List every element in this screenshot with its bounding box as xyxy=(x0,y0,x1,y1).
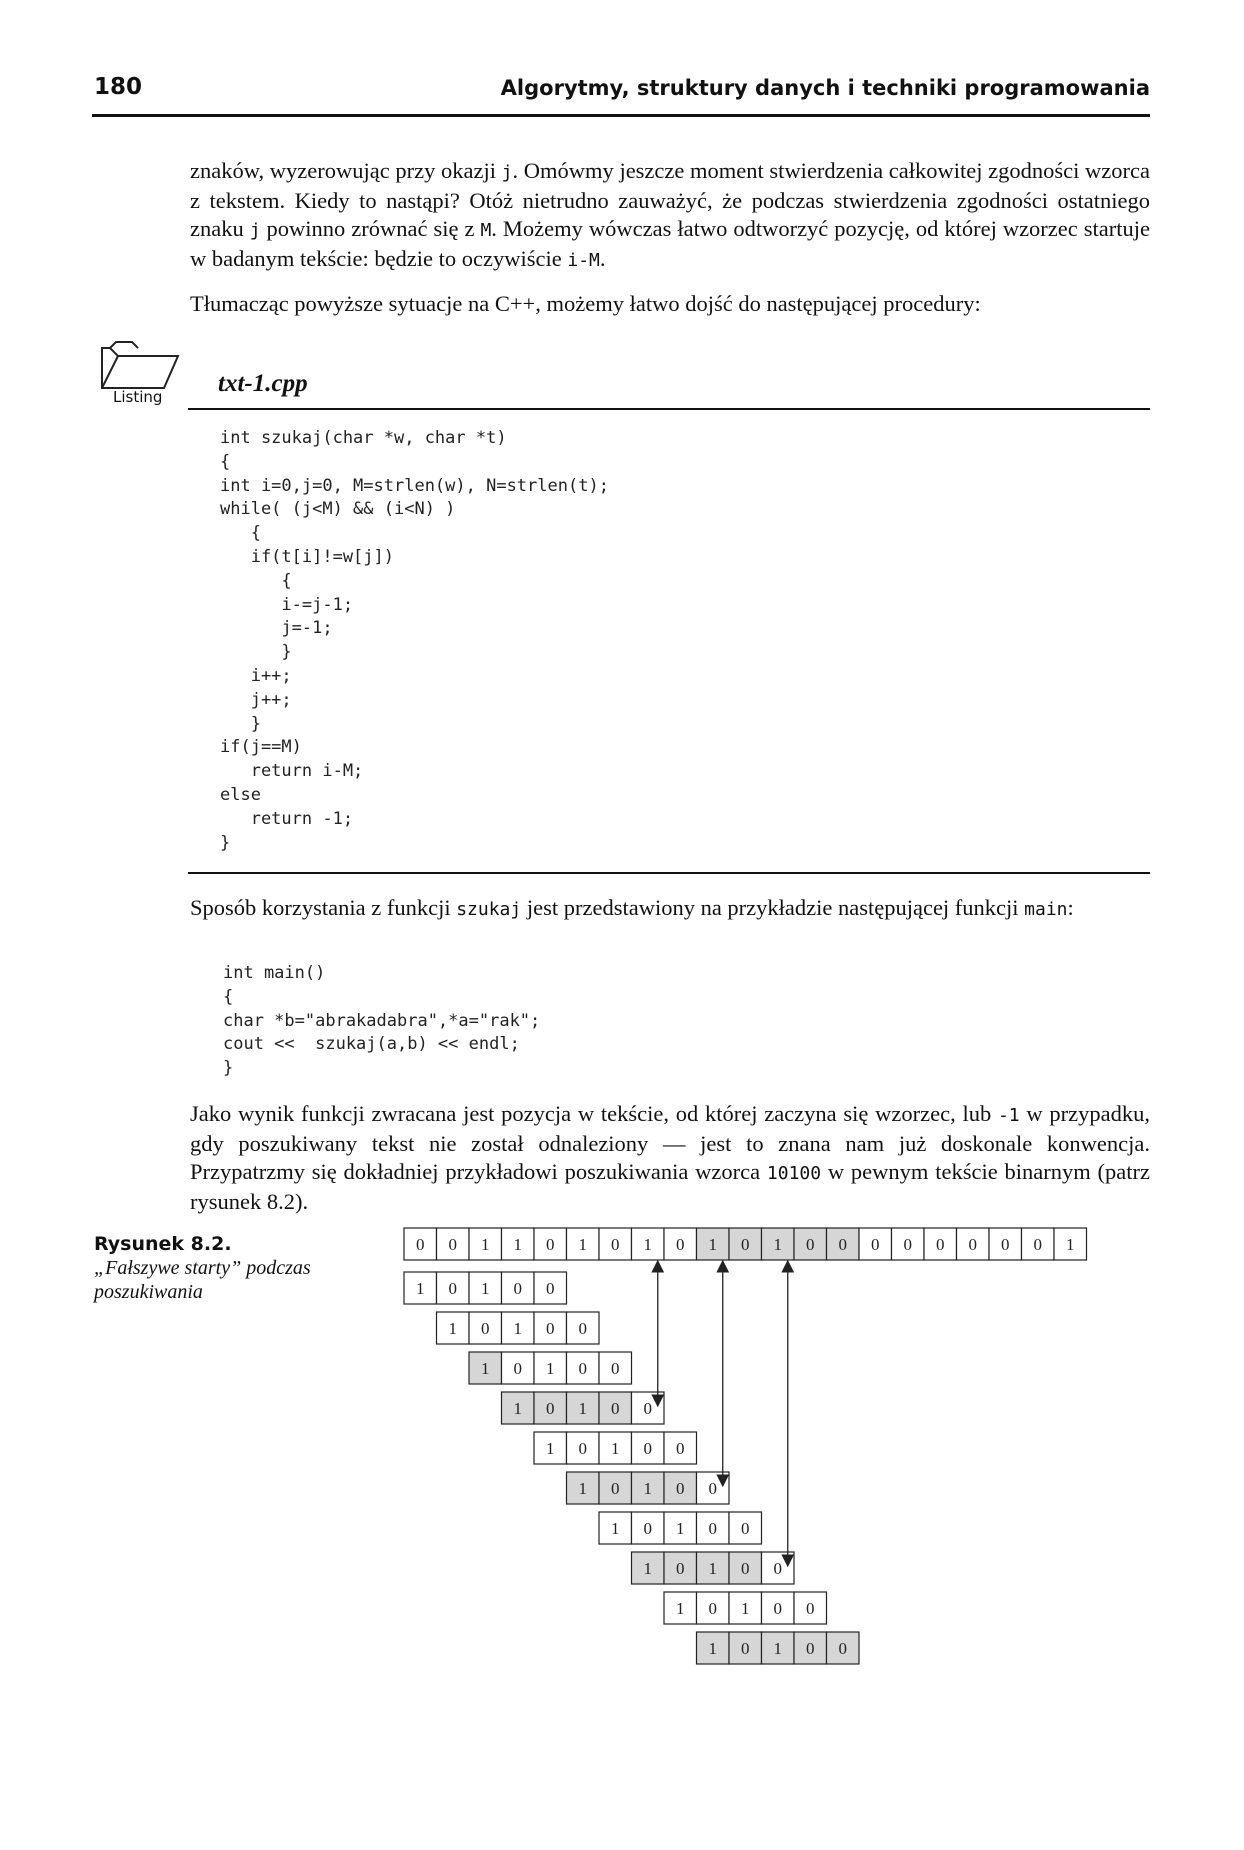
inline-code: main xyxy=(1024,899,1068,920)
pattern-cell-value: 1 xyxy=(513,1399,522,1418)
pattern-cell-value: 0 xyxy=(741,1639,750,1658)
pattern-cell-value: 1 xyxy=(676,1599,685,1618)
text-run: w przypadku, gdy poszukiwany tekst nie został odnaleziony — jest to znana nam już doskonale konwencja. Przypatrzmy się dokładniej przykładowi poszukiwania wzorca xyxy=(190,1101,1151,1184)
running-header xyxy=(92,74,1150,117)
inline-code: -1 xyxy=(997,1105,1020,1126)
pattern-cell-value: 1 xyxy=(578,1479,587,1498)
pattern-cell-value: 0 xyxy=(578,1359,587,1378)
page-number: 180 xyxy=(94,74,143,100)
text-cell-value: 0 xyxy=(871,1235,880,1254)
paragraph-result xyxy=(190,1100,1150,1216)
book-title: Algorytmy, struktury danych i techniki programowania xyxy=(500,76,1150,100)
pattern-cell-value: 0 xyxy=(611,1359,620,1378)
text-run: znaków, wyzerowując przy okazji xyxy=(190,158,502,183)
inline-code: j xyxy=(249,220,261,241)
pattern-cell-value: 0 xyxy=(643,1519,652,1538)
paragraph-usage xyxy=(190,894,1150,924)
pattern-cell-value: 1 xyxy=(481,1359,490,1378)
pattern-cell-value: 0 xyxy=(611,1479,620,1498)
pattern-cell-value: 1 xyxy=(416,1279,425,1298)
pattern-cell-value: 1 xyxy=(546,1439,555,1458)
text-cell-value: 1 xyxy=(513,1235,522,1254)
pattern-cell-value: 1 xyxy=(708,1559,717,1578)
text-cell-value: 0 xyxy=(936,1235,945,1254)
text-cell-value: 1 xyxy=(708,1235,717,1254)
text-cell-value: 0 xyxy=(416,1235,425,1254)
figure-caption xyxy=(94,1232,314,1304)
pattern-cell-value: 0 xyxy=(578,1319,587,1338)
text-cell-value: 1 xyxy=(481,1235,490,1254)
inline-code: i-M xyxy=(567,250,600,271)
pattern-cell-value: 0 xyxy=(546,1399,555,1418)
text-run: Jako wynik funkcji zwracana jest pozycja w tekście, od której zaczyna się wzorzec, lub xyxy=(190,1101,998,1126)
pattern-cell-value: 1 xyxy=(513,1319,522,1338)
pattern-cell-value: 0 xyxy=(838,1639,847,1658)
pattern-cell-value: 0 xyxy=(708,1599,717,1618)
text-cell-value: 1 xyxy=(1066,1235,1075,1254)
pattern-cell-value: 0 xyxy=(708,1519,717,1538)
pattern-cell-value: 0 xyxy=(513,1359,522,1378)
diagram-canvas xyxy=(400,1226,1100,1716)
text-cell-value: 0 xyxy=(1033,1235,1042,1254)
figure-caption-text: „Fałszywe starty” podczas poszukiwania xyxy=(94,1257,311,1303)
pattern-cell-value: 0 xyxy=(773,1559,782,1578)
text-run: . Omówmy jeszcze moment stwierdzenia całkowitej zgodności wzorca z tekstem. Kiedy to nastąpi? Otóż nietrudno zauważyć, że podczas stwierdzenia zgodności ostatniego znaku xyxy=(190,158,1150,241)
pattern-cell-value: 0 xyxy=(806,1599,815,1618)
paragraph-lead-in: Tłumacząc powyższe sytuacje na C++, możemy łatwo dojść do następującej procedury: xyxy=(190,291,981,316)
pattern-cell-value: 1 xyxy=(676,1519,685,1538)
pattern-cell-value: 1 xyxy=(773,1639,782,1658)
paragraph-intro xyxy=(190,157,1150,275)
pattern-cell-value: 0 xyxy=(708,1479,717,1498)
pattern-cell-value: 0 xyxy=(546,1319,555,1338)
text-cell-value: 0 xyxy=(676,1235,685,1254)
text-run: . xyxy=(599,246,606,271)
text-cell-value: 1 xyxy=(643,1235,652,1254)
text-cell-value: 0 xyxy=(838,1235,847,1254)
listing-label: Listing xyxy=(113,388,163,406)
listing-top-rule xyxy=(188,408,1150,410)
inline-code: szukaj xyxy=(456,899,522,920)
text-cell-value: 1 xyxy=(578,1235,587,1254)
inline-code: M xyxy=(480,220,492,241)
text-cell-value: 0 xyxy=(903,1235,912,1254)
listing-title: txt-1.cpp xyxy=(218,370,308,397)
figure-label: Rysunek 8.2. xyxy=(94,1233,232,1255)
text-cell-value: 0 xyxy=(546,1235,555,1254)
text-cell-value: 0 xyxy=(448,1235,457,1254)
pattern-cell-value: 0 xyxy=(448,1279,457,1298)
pattern-cell-value: 0 xyxy=(676,1479,685,1498)
text-run: powinno zrównać się z xyxy=(260,216,481,241)
text-cell-value: 0 xyxy=(968,1235,977,1254)
pattern-cell-value: 1 xyxy=(481,1279,490,1298)
inline-code: j xyxy=(501,162,513,183)
text-run: jest przedstawiony na przykładzie następującej funkcji xyxy=(521,895,1025,920)
pattern-cell-value: 0 xyxy=(741,1519,750,1538)
text-run: . Możemy wówczas łatwo odtworzyć pozycję, od której wzorzec startuje w badanym tekście: będzie to oczywiście xyxy=(190,216,1150,271)
text-run: Sposób korzystania z funkcji xyxy=(190,895,457,920)
code-listing-szukaj: int szukaj(char *w, char *t) { int i=0,j=0, M=strlen(w), N=strlen(t); while( (j<M) && (i<N) ) { if(t[i]!=w[j]) { i-=j-1; j=-1; } i++; j++; } if(j==M) return i-M; else return -1; } xyxy=(220,428,609,853)
pattern-cell-value: 0 xyxy=(513,1279,522,1298)
pattern-cell-value: 1 xyxy=(708,1639,717,1658)
pattern-cell-value: 0 xyxy=(643,1399,652,1418)
pattern-cell-value: 0 xyxy=(643,1439,652,1458)
pattern-cell-value: 1 xyxy=(643,1479,652,1498)
text-cell-value: 0 xyxy=(1001,1235,1010,1254)
text-cell-value: 0 xyxy=(741,1235,750,1254)
text-cell-value: 0 xyxy=(806,1235,815,1254)
pattern-cell-value: 1 xyxy=(741,1599,750,1618)
pattern-cell-value: 1 xyxy=(448,1319,457,1338)
pattern-cell-value: 0 xyxy=(546,1279,555,1298)
listing-bottom-rule xyxy=(188,872,1150,874)
text-cell-value: 0 xyxy=(611,1235,620,1254)
pattern-cell-value: 0 xyxy=(773,1599,782,1618)
pattern-cell-value: 0 xyxy=(611,1399,620,1418)
pattern-cell-value: 0 xyxy=(481,1319,490,1338)
pattern-cell-value: 0 xyxy=(578,1439,587,1458)
text-run: : xyxy=(1067,895,1074,920)
text-run: w pewnym tekście binarnym (patrz rysunek 8.2). xyxy=(190,1159,1150,1214)
pattern-cell-value: 1 xyxy=(578,1399,587,1418)
pattern-cell-value: 1 xyxy=(546,1359,555,1378)
false-starts-diagram xyxy=(400,1226,1100,1716)
pattern-cell-value: 1 xyxy=(611,1519,620,1538)
code-main: int main() { char *b="abrakadabra",*a="rak"; cout << szukaj(a,b) << endl; } xyxy=(223,963,541,1079)
pattern-cell-value: 0 xyxy=(806,1639,815,1658)
text-cell-value: 1 xyxy=(773,1235,782,1254)
inline-code: 10100 xyxy=(766,1163,822,1184)
pattern-cell-value: 0 xyxy=(741,1559,750,1578)
pattern-cell-value: 1 xyxy=(611,1439,620,1458)
pattern-cell-value: 0 xyxy=(676,1559,685,1578)
pattern-cell-value: 0 xyxy=(676,1439,685,1458)
pattern-cell-value: 1 xyxy=(643,1559,652,1578)
